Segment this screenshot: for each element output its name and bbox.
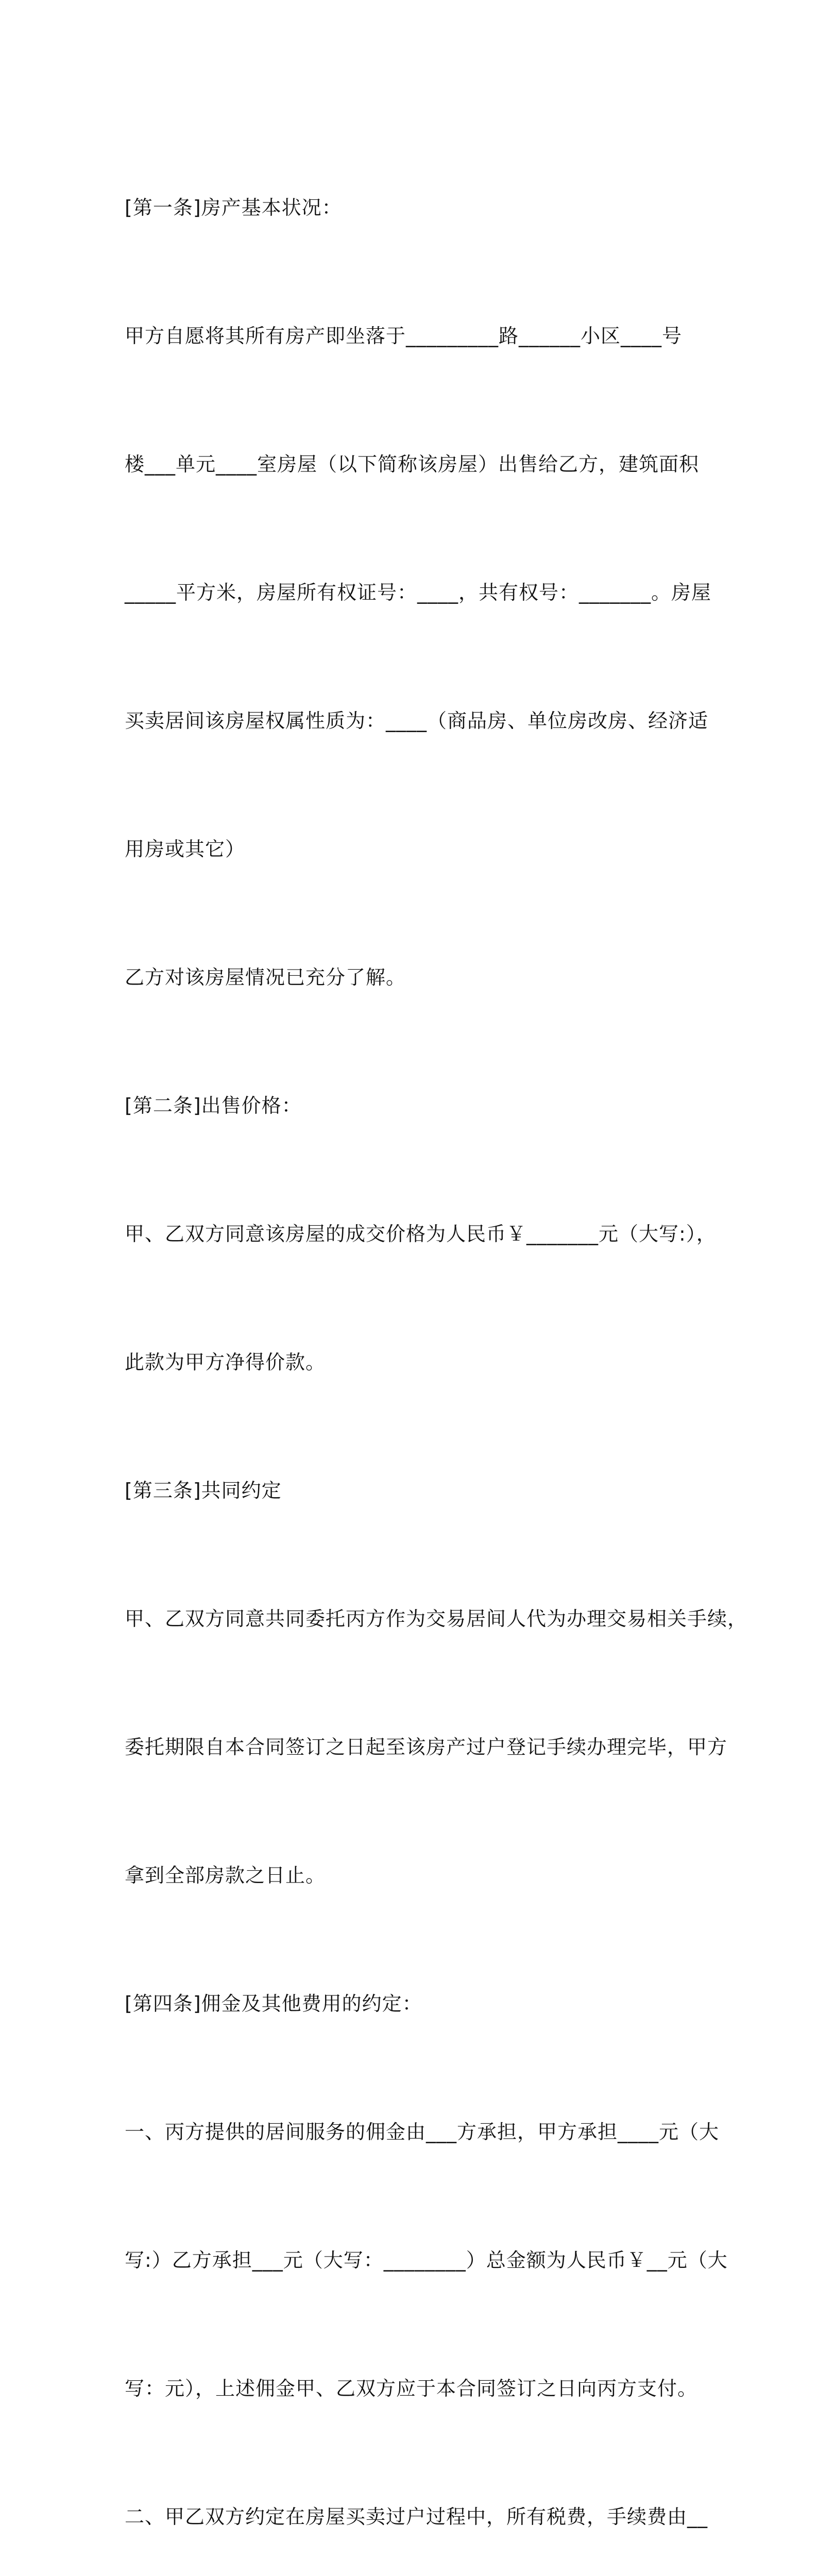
text-line: 此款为甲方净得价款。 <box>125 1351 326 1374</box>
text-line: 写:）乙方承担___元（大写：________）总金额为人民币￥__元（大 <box>125 2249 728 2272</box>
text-line: 委托期限自本合同签订之日起至该房产过户登记手续办理完毕，甲方 <box>125 1736 728 1758</box>
text-line: 甲、乙双方同意共同委托丙方作为交易居间人代为办理交易相关手续， <box>125 1607 748 1630</box>
text-line: 乙方对该房屋情况已充分了解。 <box>125 966 406 989</box>
text-line: _____平方米，房屋所有权证号：____，共有权号：_______。房屋 <box>125 581 712 604</box>
text-line: 二、甲乙双方约定在房屋买卖过户过程中，所有税费，手续费由__ <box>125 2505 708 2528</box>
text-line: 用房或其它） <box>125 838 246 860</box>
text-line: 甲、乙双方同意该房屋的成交价格为人民币￥_______元（大写:）， <box>125 1223 717 1245</box>
text-line: 写：元），上述佣金甲、乙双方应于本合同签订之日向丙方支付。 <box>125 2377 698 2400</box>
document-body <box>125 101 748 2576</box>
text-line: 拿到全部房款之日止。 <box>125 1864 326 1887</box>
text-line: 买卖居间该房屋权属性质为：____（商品房、单位房改房、经济适 <box>125 709 709 732</box>
article-3-heading: [第三条]共同约定 <box>125 1479 282 1502</box>
text-line: 楼___单元____室房屋（以下简称该房屋）出售给乙方，建筑面积 <box>125 453 700 476</box>
text-line: 一、丙方提供的居间服务的佣金由___方承担，甲方承担____元（大 <box>125 2121 720 2143</box>
text-line: 甲方自愿将其所有房产即坐落于_________路______小区____号 <box>125 325 683 347</box>
article-2-heading: [第二条]出售价格： <box>125 1094 302 1117</box>
article-4-heading: [第四条]佣金及其他费用的约定： <box>125 1992 422 2015</box>
article-1-heading: [第一条]房产基本状况： <box>125 196 342 219</box>
